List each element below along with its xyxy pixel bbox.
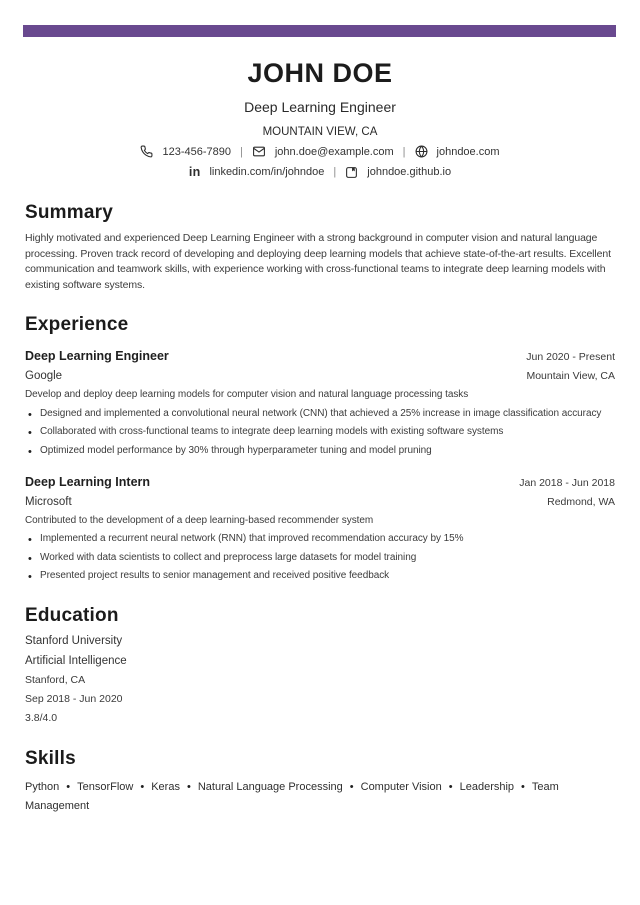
job-title: Deep Learning Intern [25,474,151,489]
education-gpa: 3.8/4.0 [25,712,58,724]
contact-website: johndoe.com [436,145,500,158]
phone-icon [140,145,153,158]
experience-title-row [25,349,615,363]
skill-separator: • [349,781,354,793]
resume-body [0,202,640,815]
job-description: Develop and deploy deep learning models for computer vision and natural language processing tasks [25,389,469,400]
experience-entry [25,349,615,456]
candidate-title: Deep Learning Engineer [244,99,396,115]
skill-item: TensorFlow [77,781,134,793]
job-description: Contributed to the development of a deep learning-based recommender system [25,514,374,526]
contact-row-2 [0,165,640,179]
job-location: Redmond, WA [547,495,615,508]
job-dates: Jun 2020 - Present [526,351,615,363]
contact-separator: | [240,145,243,158]
github-icon [345,166,358,179]
skill-item: Team Management [25,781,559,812]
job-bullet: • Presented project results to senior management and received positive feedback [25,570,615,581]
skill-separator: • [140,781,145,793]
education-dates: Sep 2018 - Jun 2020 [25,693,123,705]
education-location: Stanford, CA [25,674,86,686]
skill-item: Keras [151,781,180,793]
job-title: Deep Learning Engineer [25,349,169,363]
linkedin-icon: in [188,165,201,179]
education-school: Stanford University [25,635,123,647]
job-company: Google [25,370,63,382]
skill-separator: • [66,781,71,793]
job-company: Microsoft [25,495,72,508]
envelope-icon [252,145,266,158]
skill-item: Natural Language Processing [197,781,343,793]
resume-header [0,58,640,179]
skill-separator: • [521,781,525,793]
contact-separator: | [402,145,406,158]
summary-text: Highly motivated and experienced Deep Learning Engineer with a strong background in computer vision and natural language processing. Proven track record of developing and deploying deep learning models that achieve state-of-the-art results. Excellent communication and teamwork skills, with experience working with cross-functional teams to integrate deep learning models with existing software systems. [25,232,611,291]
contact-separator: | [333,166,337,178]
job-bullet: • Optimized model performance by 30% through hyperparameter tuning and model pruning [25,445,615,456]
section-education [25,605,615,724]
globe-icon [415,145,428,158]
job-bullet: • Collaborated with cross-functional teams to integrate deep learning models with existing software systems [25,426,615,437]
experience-title-row [25,475,615,489]
contact-github: johndoe.github.io [367,166,452,178]
job-dates: Jan 2018 - Jun 2018 [519,476,615,489]
contact-phone: 123-456-7890 [162,145,231,158]
education-degree: Artificial Intelligence [25,655,127,667]
contact-row-1 [0,145,640,158]
skills-list [25,778,615,815]
job-bullet: • Designed and implemented a convolutional neural network (CNN) that achieved a 25% increase in image classification accuracy [25,408,615,419]
candidate-location: MOUNTAIN VIEW, CA [262,126,378,138]
skill-item: Computer Vision [360,781,442,793]
job-bullet-list [25,533,615,581]
job-bullet: • Worked with data scientists to collect and preprocess large datasets for model training [25,552,615,563]
skills-heading: Skills [25,748,76,769]
section-summary [25,202,615,293]
job-bullet-list [25,408,615,456]
skill-separator: • [448,781,453,793]
candidate-name: JOHN DOE [247,58,393,88]
accent-bar [23,25,616,37]
experience-company-row [25,370,615,382]
skill-item: Python [25,781,60,793]
experience-entry [25,475,615,582]
section-experience [25,314,615,581]
experience-company-row [25,496,615,508]
education-heading: Education [25,605,119,626]
job-bullet: • Implemented a recurrent neural network (RNN) that improved recommendation accuracy by 15% [25,533,615,544]
contact-email: john.doe@example.com [274,145,394,158]
experience-heading: Experience [25,314,129,335]
summary-heading: Summary [25,202,113,223]
contact-linkedin: linkedin.com/in/johndoe [209,166,325,178]
skill-item: Leadership [459,781,515,793]
skill-separator: • [186,781,191,793]
section-skills [25,748,615,815]
job-location: Mountain View, CA [526,370,615,382]
